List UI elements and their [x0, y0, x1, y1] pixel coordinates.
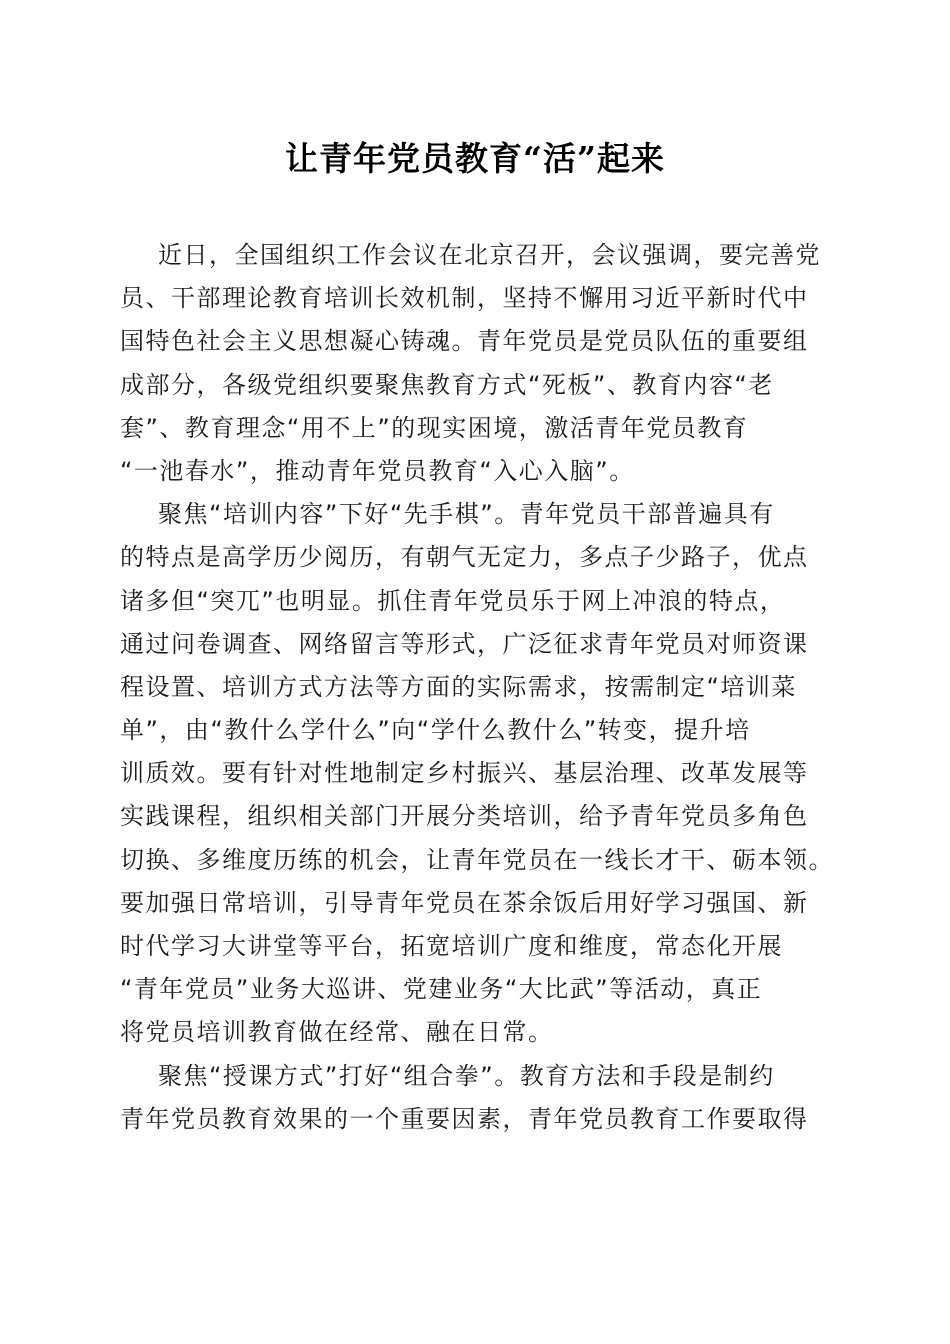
- paragraph-line: 通过问卷调查、网络留言等形式，广泛征求青年党员对师资课: [120, 629, 809, 658]
- paragraph-line: 员、干部理论教育培训长效机制，坚持不懈用习近平新时代中: [120, 284, 809, 313]
- paragraph-line: 套”、教育理念“用不上”的现实困境，激活青年党员教育: [120, 413, 749, 442]
- paragraph-line: 国特色社会主义思想凝心铸魂。青年党员是党员队伍的重要组: [120, 327, 809, 356]
- paragraph-line: “一池春水”，推动青年党员教育“入心入脑”。: [120, 456, 635, 485]
- paragraph-line: 的特点是高学历少阅历，有朝气无定力，多点子少路子，优点: [120, 543, 809, 572]
- document-title: 让青年党员教育“活”起来: [285, 139, 665, 178]
- paragraph-line: 将党员培训教育做在经常、融在日常。: [120, 1018, 554, 1047]
- paragraph-line: 单”，由“教什么学什么”向“学什么教什么”转变，提升培: [120, 716, 751, 745]
- paragraph-line: 切换、多维度历练的机会，让青年党员在一线长才干、砺本领。: [120, 845, 834, 874]
- paragraph-line: 训质效。要有针对性地制定乡村振兴、基层治理、改革发展等: [120, 759, 809, 788]
- paragraph-3: [120, 1055, 840, 1141]
- paragraph-line: 聚焦“培训内容”下好“先手棋”。青年党员干部普遍具有: [158, 500, 775, 529]
- paragraph-line: 实践课程，组织相关部门开展分类培训，给予青年党员多角色: [120, 802, 809, 831]
- paragraph-line: 时代学习大讲堂等平台，拓宽培训广度和维度，常态化开展: [120, 932, 783, 960]
- paragraph-2: [120, 493, 840, 1054]
- paragraph-line: 要加强日常培训，引导青年党员在茶余饭后用好学习强国、新: [120, 888, 809, 917]
- paragraph-line: “青年党员”业务大巡讲、党建业务“大比武”等活动，真正: [120, 975, 763, 1004]
- paragraph-line: 聚焦“授课方式”打好“组合拳”。教育方法和手段是制约: [158, 1061, 775, 1090]
- paragraph-1: [120, 234, 840, 493]
- paragraph-line: 诸多但“突兀”也明显。抓住青年党员乐于网上冲浪的特点，: [120, 586, 786, 615]
- paragraph-line: 近日，全国组织工作会议在北京召开，会议强调，要完善党: [158, 241, 821, 269]
- document-body: [120, 234, 840, 1141]
- paragraph-line: 程设置、培训方式方法等方面的实际需求，按需制定“培训菜: [120, 672, 797, 701]
- paragraph-line: 青年党员教育效果的一个重要因素，青年党员教育工作要取得: [120, 1104, 809, 1133]
- paragraph-line: 成部分，各级党组织要聚焦教育方式“死板”、教育内容“老: [120, 370, 774, 399]
